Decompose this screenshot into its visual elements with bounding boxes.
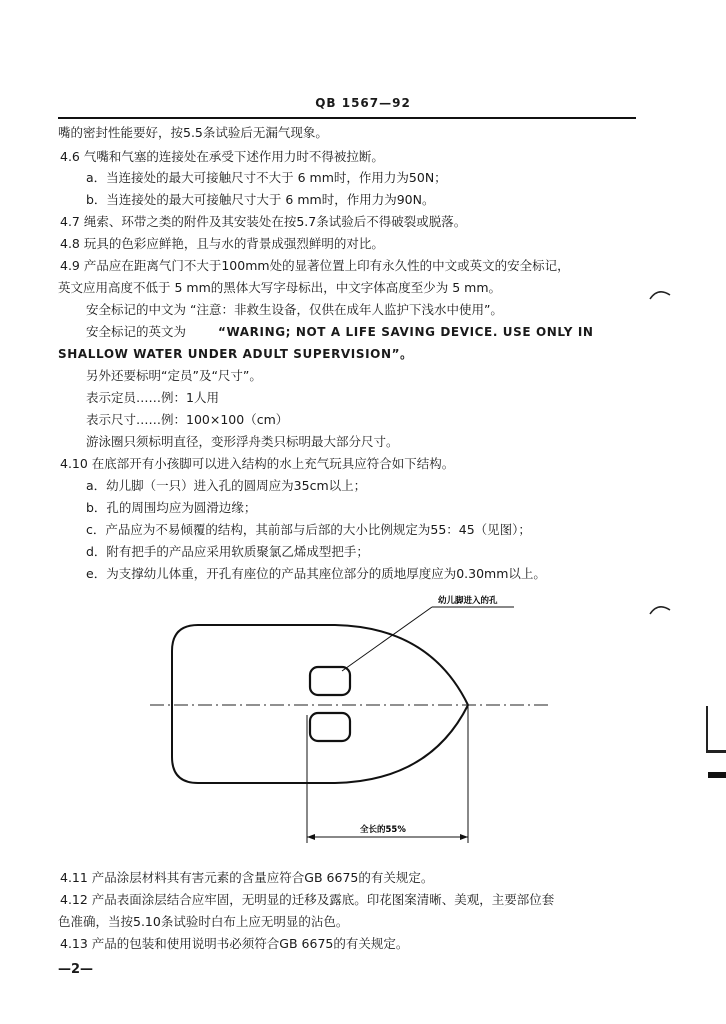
text-line: 游泳圈只须标明直径，变形浮舟类只标明最大部分尺寸。 [86, 434, 399, 449]
callout-leader-line [342, 607, 432, 671]
text-line: 另外还要标明“定员”及“尺寸”。 [86, 368, 262, 383]
boat-hull-outline [172, 625, 468, 783]
clause-4-11: 4.11 产品涂层材料其有害元素的含量应符合GB 6675的有关规定。 [60, 870, 434, 885]
page-number: —2— [58, 962, 94, 977]
clause-4-6-a: a．当连接处的最大可接触尺寸不大于 6 mm时，作用力为50N； [86, 170, 447, 185]
clause-4-10-b: b．孔的周围均应为圆滑边缘； [86, 500, 257, 515]
dimension-arrow-left [307, 834, 315, 840]
clause-4-6: 4.6 气嘴和气塞的连接处在承受下述作用力时不得被拉断。 [60, 149, 384, 164]
clause-4-10-d: d．附有把手的产品应采用软质聚氯乙烯成型把手； [86, 544, 369, 559]
clause-4-10-c: c．产品应为不易倾覆的结构，其前部与后部的大小比例规定为55：45（见图）； [86, 522, 531, 537]
clause-4-9: 4.9 产品应在距离气门不大于100mm处的显著位置上印有永久性的中文或英文的安全标记， [60, 258, 570, 273]
safety-mark-chinese: 安全标记的中文为 “注意：非救生设备，仅供在成年人监护下浅水中使用”。 [86, 302, 503, 317]
margin-arc-mark [648, 600, 672, 616]
clause-4-10-e: e．为支撑幼儿体重，开孔有座位的产品其座位部分的质地厚度应为0.30mm以上。 [86, 566, 546, 581]
foot-hole-lower [310, 713, 350, 741]
clause-4-12: 4.12 产品表面涂层结合应牢固，无明显的迁移及露底。印花图案清晰、美观，主要部位套 [60, 892, 555, 907]
clause-4-7: 4.7 绳索、环带之类的附件及其安装处在按5.7条试验后不得破裂或脱落。 [60, 214, 467, 229]
margin-binding-mark [708, 772, 726, 778]
clause-4-9-cont: 英文应用高度不低于 5 mm的黑体大写字母标出，中文字体高度至少为 5 mm。 [58, 280, 502, 295]
safety-mark-english-text: “WARING; NOT A LIFE SAVING DEVICE. USE ONLY IN [218, 325, 594, 339]
dimension-arrow-right [460, 834, 468, 840]
dimension-label: 全长的55% [360, 825, 406, 835]
clause-4-8: 4.8 玩具的色彩应鲜艳，且与水的背景成强烈鲜明的对比。 [60, 236, 384, 251]
header-rule [58, 117, 636, 119]
safety-mark-english-text-cont: SHALLOW WATER UNDER ADULT SUPERVISION”。 [58, 347, 413, 361]
margin-binding-mark [706, 750, 726, 753]
safety-mark-english-intro: 安全标记的英文为 [86, 324, 187, 339]
text-line: 表示尺寸……例：100×100（cm） [86, 412, 289, 427]
boat-structure-figure [150, 585, 550, 845]
page-header-standard-code: QB 1567—92 [315, 96, 411, 110]
clause-4-6-b: b．当连接处的最大可接触尺寸大于 6 mm时，作用力为90N。 [86, 192, 435, 207]
boat-outline-diagram [150, 585, 550, 845]
margin-arc-mark [648, 285, 672, 301]
text-line: 嘴的密封性能要好，按5.5条试验后无漏气现象。 [58, 125, 328, 140]
foot-hole-upper [310, 667, 350, 695]
callout-label: 幼儿脚进入的孔 [438, 596, 498, 606]
clause-4-12-cont: 色准确，当按5.10条试验时白布上应无明显的沾色。 [58, 914, 349, 929]
margin-binding-mark [706, 706, 708, 752]
text-line: 表示定员……例：1人用 [86, 390, 219, 405]
clause-4-10-a: a．幼儿脚（一只）进入孔的圆周应为35cm以上； [86, 478, 367, 493]
clause-4-10: 4.10 在底部开有小孩脚可以进入结构的水上充气玩具应符合如下结构。 [60, 456, 455, 471]
clause-4-13: 4.13 产品的包装和使用说明书必须符合GB 6675的有关规定。 [60, 936, 409, 951]
